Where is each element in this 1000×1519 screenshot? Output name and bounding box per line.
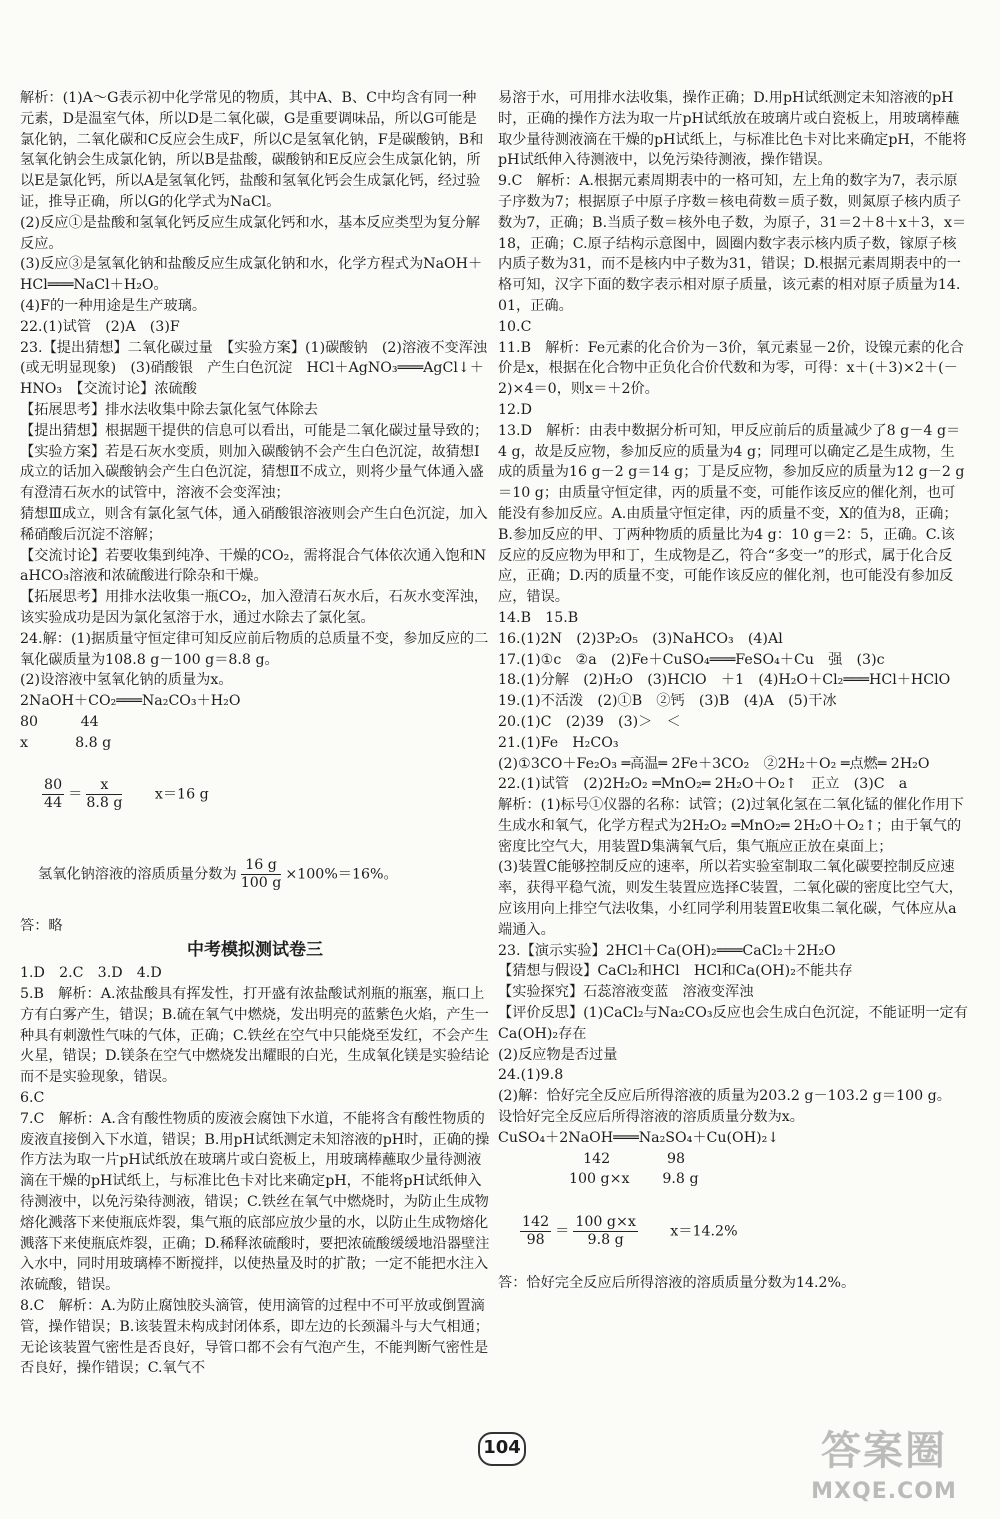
text-line: (2)解：恰好完全反应后所得溶液的质量为203.2 g－103.2 g＝100 g。 bbox=[498, 1088, 951, 1105]
text-line: 24.解：(1)据质量守恒定律可知反应前后物质的总质量不变，参加反应的二氧化碳质量为108.8 g－100 g＝8.8 g。 bbox=[20, 630, 489, 668]
text-line: 8.C 解析：A.为防止腐蚀胶头滴管，使用滴管的过程中不可平放或倒置滴管，操作错误；B.该装置未构成封闭体系，即左边的长颈漏斗与大气相通；无论该装置气密性是否良好，导管口都不会有气泡产生，不能判断气密性是否良好，操作错误；C.氧气不 bbox=[20, 1298, 489, 1377]
text-line: 【提出猜想】根据题干提供的信息可以看出，可能是二氧化碳过量导致的； bbox=[20, 422, 489, 439]
text-line: 【交流讨论】若要收集到纯净、干燥的CO₂，需将混合气体依次通入饱和NaHCO₃溶液和浓硫酸进行除杂和干燥。 bbox=[20, 547, 487, 585]
proportion-left: $\frac{80}{44}$ ＝ $\frac{x}{8.8 g}$ x＝16 g bbox=[44, 777, 209, 812]
text-line: 80 44 bbox=[20, 713, 99, 730]
text-line: 23.【提出猜想】二氧化碳过量 【实验方案】(1)碳酸钠 (2)溶液不变浑浊(或无明显现象) (3)硝酸银 产生白色沉淀 HCl＋AgNO₃═══AgCl↓＋HNO₃ 【交流讨论】浓硫酸 bbox=[20, 339, 488, 398]
text-line: 易溶于水，可用排水法收集，操作正确；D.用pH试纸测定未知溶液的pH时，正确的操作方法为取一片pH试纸放在玻璃片或白瓷板上，用玻璃棒蘸取少量待测液滴在干燥的pH试纸上，与标准比色卡对比来确定pH，不能将pH试纸伸入待测液中，以免污染待测液，操作错误。 bbox=[498, 90, 967, 169]
text-line: 22.(1)试管 (2)A (3)F bbox=[20, 318, 180, 335]
left-column bbox=[20, 88, 490, 1379]
section-title: 中考模拟测试卷三 bbox=[187, 940, 323, 961]
text-line: (2)①3CO＋Fe₂O₃ ═高温═ 2Fe＋3CO₂ ②2H₂＋O₂ ═点燃═ 2H₂O bbox=[498, 755, 930, 772]
answer-line: 答：恰好完全反应后所得溶液的溶质质量分数为14.2%。 bbox=[498, 1274, 856, 1291]
text-line: 1.D 2.C 3.D 4.D bbox=[20, 965, 162, 982]
text-line: 7.C 解析：A.含有酸性物质的废液会腐蚀下水道，不能将含有酸性物质的废液直接倒入下水道，错误；B.用pH试纸测定未知溶液的pH时，正确的操作方法为取一片pH试纸放在玻璃片或白瓷板上，用玻璃棒蘸取少量待测液滴在干燥的pH试纸上，与标准比色卡对比来确定pH，不能将pH试纸伸入待测液中，以免污染待测液，错误；C.铁丝在氧气中燃烧时，为防止生成物熔化溅落下来使瓶底炸裂，集气瓶的底部应放少量的水，以防止生成物熔化溅落下来使瓶底炸裂，正确；D.稀释浓硫酸时，要把浓硫酸缓缓地沿器壁注入水中，同时用玻璃棒不断搅拌，以使热量及时的扩散；一定不能把水注入浓硫酸，错误。 bbox=[20, 1110, 490, 1294]
text-line: 14.B 15.B bbox=[498, 609, 579, 626]
text-line: 21.(1)Fe H₂CO₃ bbox=[498, 734, 619, 751]
text-line: 10.C bbox=[498, 318, 532, 335]
text-line: (3)反应③是氢氧化钠和盐酸反应生成氯化钠和水，化学方程式为NaOH＋HCl═══NaCl＋H₂O。 bbox=[20, 256, 483, 294]
text-line: 【实验探究】石蕊溶液变蓝 溶液变浑浊 bbox=[498, 984, 754, 1001]
text-line: 设恰好完全反应后所得溶液的溶质质量分数为x。 bbox=[498, 1109, 804, 1126]
text-line: 18.(1)分解 (2)H₂O (3)HClO ＋1 (4)H₂O＋Cl₂═══HCl＋HClO bbox=[498, 672, 951, 689]
text-line: 16.(1)2N (2)3P₂O₅ (3)NaHCO₃ (4)Al bbox=[498, 630, 783, 647]
text-line: 22.(1)试管 (2)2H₂O₂ ═MnO₂═ 2H₂O＋O₂↑ 正立 (3)C a bbox=[498, 776, 908, 793]
text-line: 9.C 解析：A.根据元素周期表中的一格可知，左上角的数字为7，表示原子序数为7；根据原子中原子序数＝核电荷数＝质子数，则氮原子核内质子数为7，正确；B.当质子数＝核外电子数，为原子，31＝2＋8＋x＋3，x＝18，正确；C.原子结构示意图中，圆圈内数字表示核内质子数，镓原子核内质子数为31，而不是核内中子数为31，错误；D.根据元素周期表中的一格可知，汉字下面的数字表示相对原子质量，该元素的相对原子质量为14.01，正确。 bbox=[498, 173, 967, 314]
text-line: 24.(1)9.8 bbox=[498, 1067, 564, 1084]
text-line: 13.D 解析：由表中数据分析可知，甲反应前后的质量减少了8 g－4 g＝4 g，故是反应物，参加反应的质量为4 g；同理可以确定乙是生成物，生成的质量为16 g－2 g＝14 g；丁是反应物，参加反应的质量为12 g－2 g＝10 g；由质量守恒定律，丙的质量不变，可能作该反应的催化剂，也可能没有参加反应。A.由质量守恒定律，丙的质量不变，X的值为8，正确；B.参加反应的甲、丁两种物质的质量比为4 g：10 g＝2：5，正确。C.该反应的反应物为甲和丁，生成物是乙，符合“多变一”的形式，属于化合反应，正确；D.丙的质量不变，可能作该反应的催化剂，也可能没有参加反应，错误。 bbox=[498, 422, 965, 606]
watermark-logo: 答案圈 bbox=[821, 1428, 947, 1474]
text-line: 100 g×x 9.8 g bbox=[498, 1171, 699, 1188]
text-line: 【拓展思考】排水法收集中除去氯化氢气体除去 bbox=[20, 401, 318, 418]
right-column bbox=[498, 88, 968, 1294]
text-line: (2)反应①是盐酸和氢氧化钙反应生成氯化钙和水，基本反应类型为复分解反应。 bbox=[20, 214, 480, 252]
proportion-right: $\frac{142}{98}$ ＝ $\frac{100 g\times x}{9.8 g}$ x＝14.2% bbox=[522, 1214, 738, 1249]
answer-line: 答：略 bbox=[20, 917, 63, 934]
mass-fraction-line: 氢氧化钠溶液的溶质质量分数为 $\frac{16 g}{100 g}$ ×100%＝16%。 bbox=[38, 856, 398, 891]
text-line: 20.(1)C (2)39 (3)＞ ＜ bbox=[498, 713, 681, 730]
watermark bbox=[784, 1423, 984, 1509]
text-line: 19.(1)不活泼 (2)①B ②钙 (3)B (4)A (5)干冰 bbox=[498, 693, 837, 710]
text-line: (4)F的一种用途是生产玻璃。 bbox=[20, 297, 207, 314]
text-line: 17.(1)①c ②a (2)Fe＋CuSO₄═══FeSO₄＋Cu 强 (3)c bbox=[498, 651, 885, 668]
watermark-url: MXQE.COM bbox=[811, 1479, 957, 1504]
text-line: (2)设溶液中氢氧化钠的质量为x。 bbox=[20, 672, 233, 689]
text-line: 6.C bbox=[20, 1090, 45, 1107]
text-line: 【猜想与假设】CaCl₂和HCl HCl和Ca(OH)₂不能共存 bbox=[498, 963, 853, 980]
text-line: 【拓展思考】用排水法收集一瓶CO₂，加入澄清石灰水后，石灰水变浑浊，该实验成功是因为氯化氢溶于水，通过水除去了氯化氢。 bbox=[20, 589, 488, 626]
text-line: CuSO₄＋2NaOH═══Na₂SO₄＋Cu(OH)₂↓ bbox=[498, 1129, 780, 1146]
text-line: 5.B 解析：A.浓盐酸具有挥发性，打开盛有浓盐酸试剂瓶的瓶塞，瓶口上方有白雾产生，错误；B.硫在氧气中燃烧，发出明亮的蓝紫色火焰，产生一种具有刺激性气味的气体，正确；C.铁丝在空气中只能烧至发红，不会产生火星，错误；D.镁条在空气中燃烧发出耀眼的白光，生成氧化镁是实验结论而不是实验现象，错误。 bbox=[20, 986, 490, 1086]
page-number: 104 bbox=[478, 1432, 526, 1466]
text-line: (2)反应物是否过量 bbox=[498, 1046, 618, 1063]
text-line: 解析：(1)A～G表示初中化学常见的物质，其中A、B、C中均含有同一种元素，D是温室气体，所以D是二氧化碳，G是重要调味品，所以G可能是氯化钠，二氧化碳和C反应会生成F，所以C是氢氧化钠，F是碳酸钠，B和氢氧化钠会生成氯化钠，所以B是盐酸，碳酸钠和E反应会生成氯化钠，所以E是氯化钙，所以A是氢氧化钙，盐酸和氢氧化钙会生成氯化钙，经过验证，推导正确，所以G的化学式为NaCl。 bbox=[20, 90, 484, 210]
text-line: 【评价反思】(1)CaCl₂与Na₂CO₃反应也会生成白色沉淀，不能证明一定有Ca(OH)₂存在 bbox=[498, 1005, 968, 1042]
text-line: 2NaOH＋CO₂═══Na₂CO₃＋H₂O bbox=[20, 693, 241, 710]
text-line: (3)装置C能够控制反应的速率，所以若实验室制取二氧化碳要控制反应速率，获得平稳气流，则发生装置应选择C装置，二氧化碳的密度比空气大，应该用向上排空气法收集，小红同学利用装置E收集二氧化碳，气体应从a端通入。 bbox=[498, 859, 963, 938]
text-line: 11.B 解析：Fe元素的化合价为－3价，氧元素显－2价，设镍元素的化合价是x，根据在化合物中正负化合价代数和为零，可得：x＋(＋3)×2＋(－2)×4＝0，则x＝＋2价。 bbox=[498, 339, 964, 398]
text-line: 142 98 bbox=[498, 1150, 686, 1167]
text-line: 23.【演示实验】2HCl＋Ca(OH)₂═══CaCl₂＋2H₂O bbox=[498, 942, 836, 959]
text-line: 【实验方案】若是石灰水变质，则加入碳酸钠不会产生白色沉淀，故猜想Ⅰ成立的话加入碳酸钠会产生白色沉淀，猜想Ⅱ不成立，则将少量气体通入盛有澄清石灰水的试管中，溶液不会变浑浊； bbox=[20, 443, 484, 502]
text-line: x 8.8 g bbox=[20, 734, 112, 751]
text-line: 12.D bbox=[498, 401, 532, 418]
text-line: 猜想Ⅲ成立，则含有氯化氢气体，通入硝酸银溶液则会产生白色沉淀，加入稀硝酸后沉淀不溶解； bbox=[20, 505, 488, 543]
text-line: 解析：(1)标号①仪器的名称：试管；(2)过氧化氢在二氧化锰的催化作用下生成水和氧气，化学方程式为2H₂O₂ ═MnO₂═ 2H₂O＋O₂↑；由于氧气的密度比空气大，用装置D集满氧气后，集气瓶应正放在桌面上； bbox=[498, 797, 964, 855]
